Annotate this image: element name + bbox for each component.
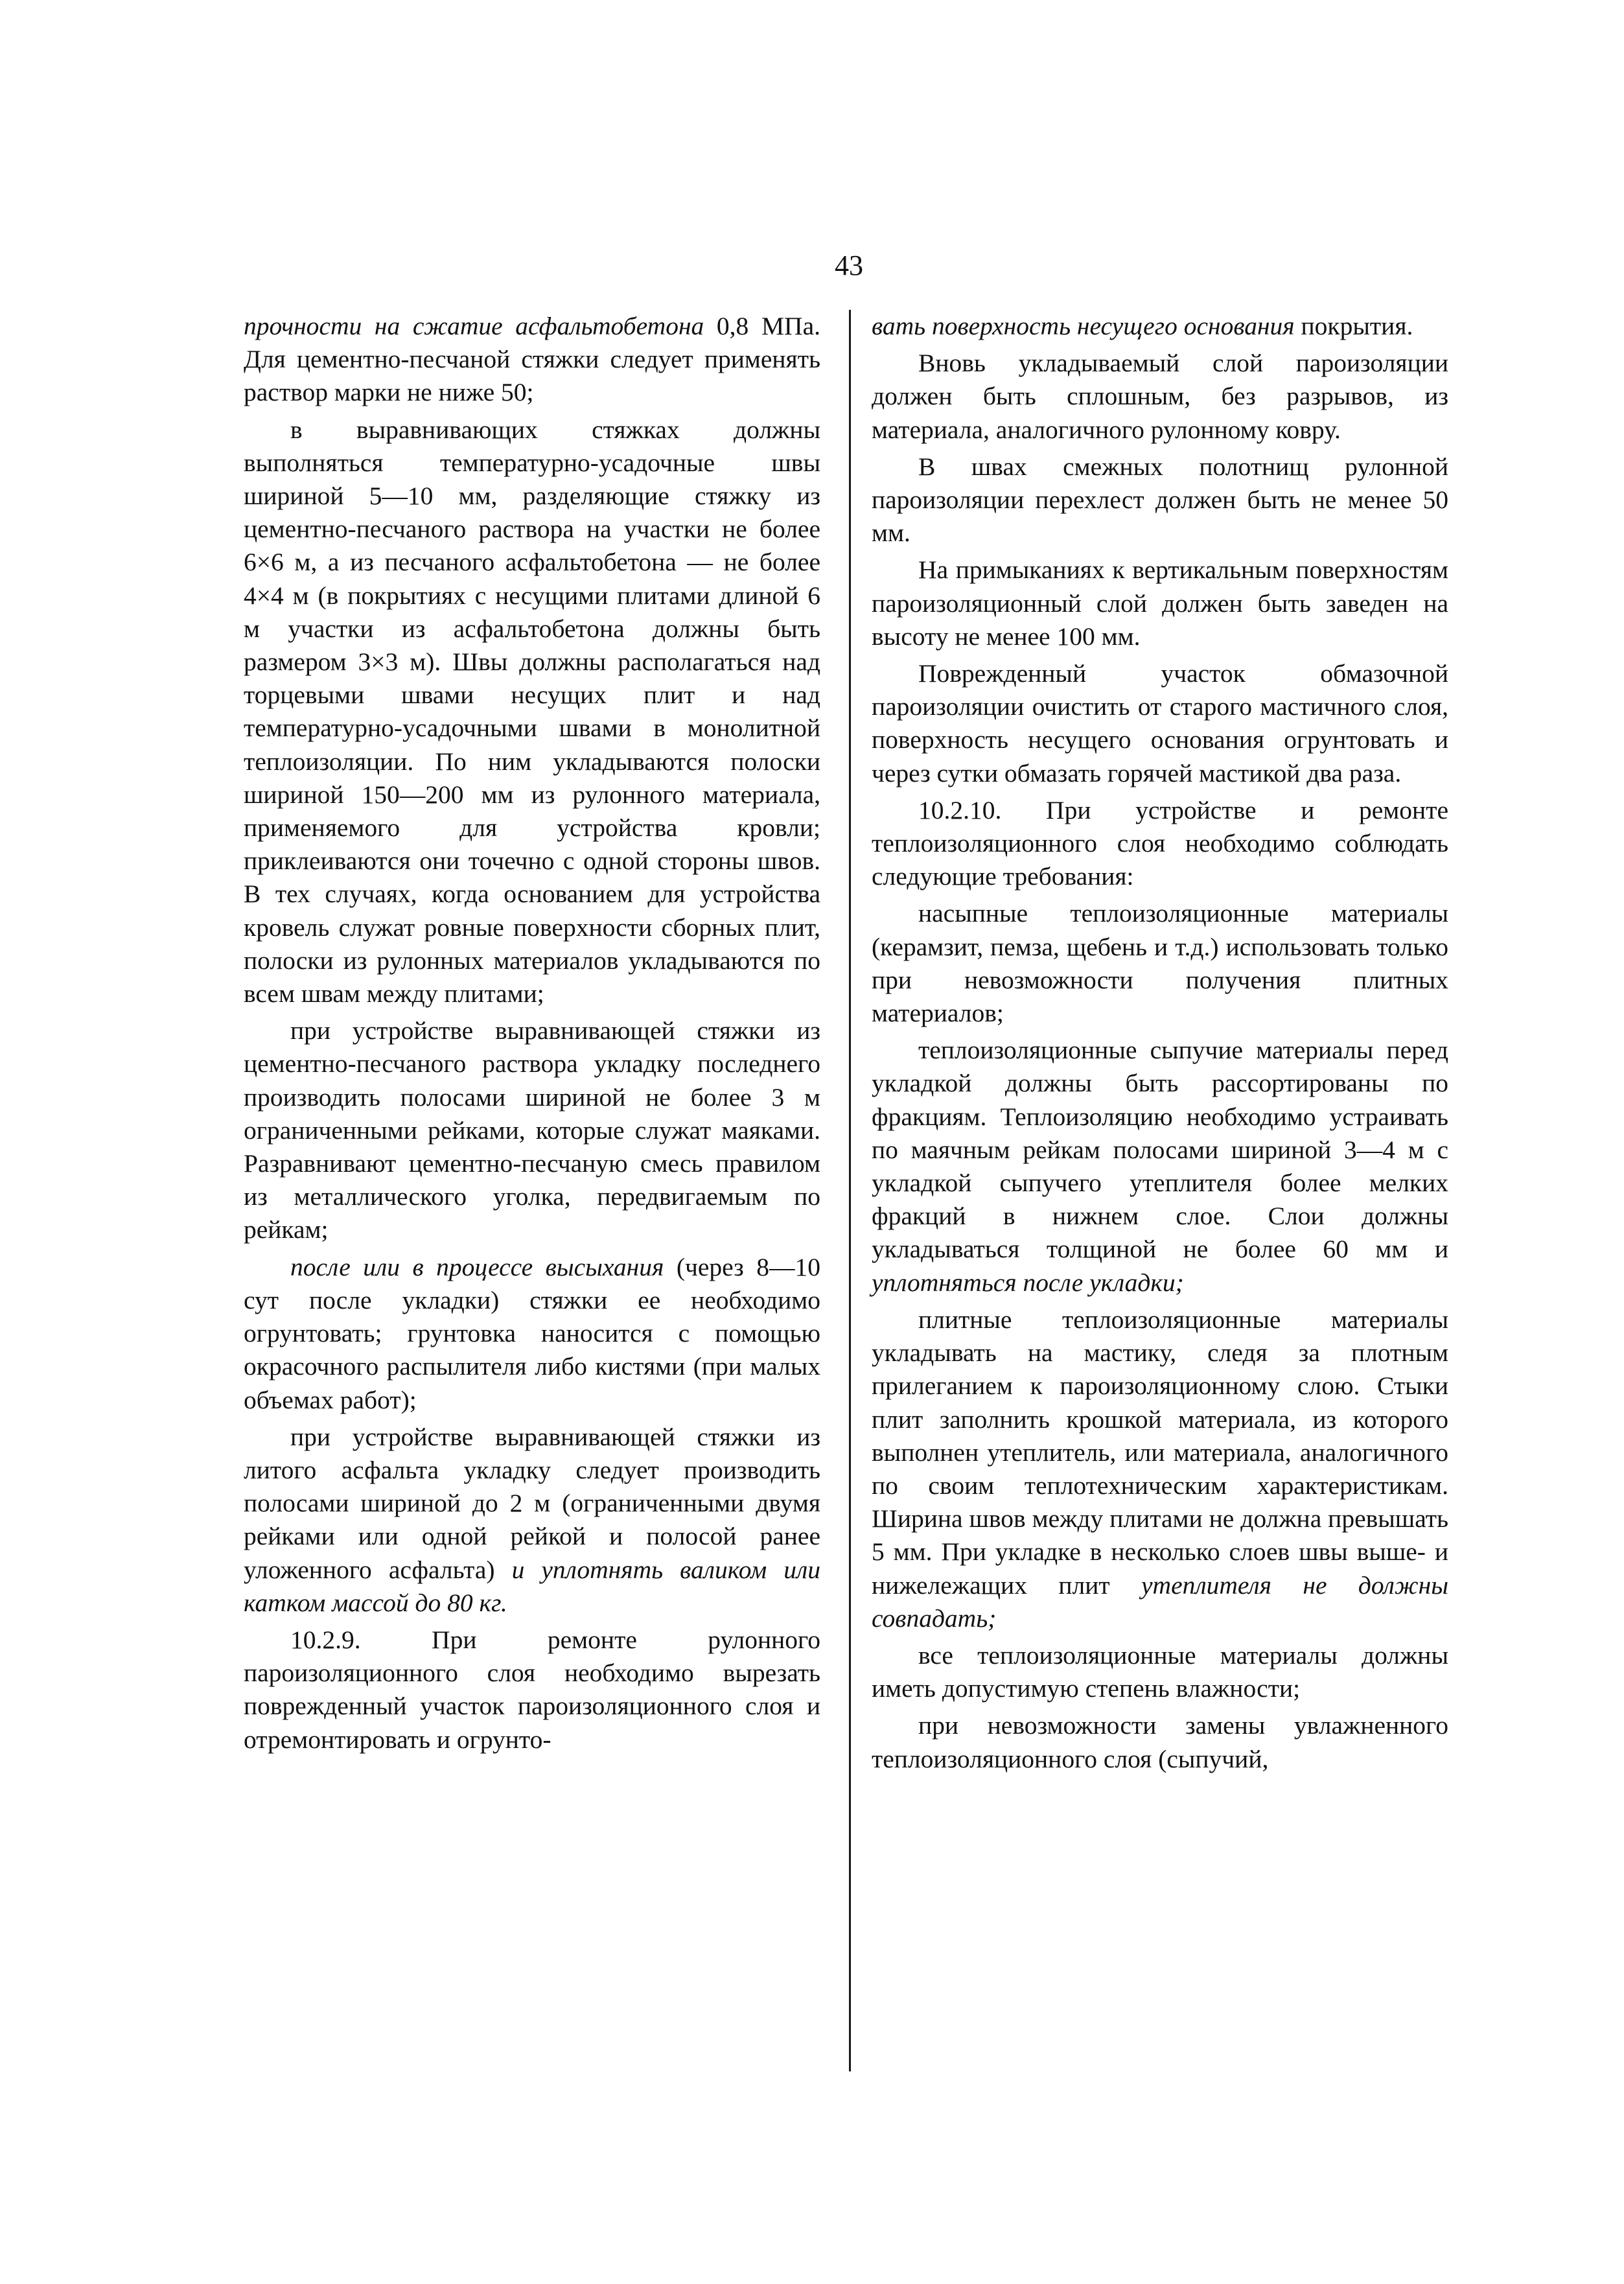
column-divider [849, 310, 851, 2071]
paragraph: Вновь укладываемый слой пароизоляции должен быть сплошным, без разрывов, из материала, аналогичного рулонному ковру. [872, 349, 1448, 444]
paragraph: Поврежденный участок обмазочной пароизоляции очистить от старого мастичного слоя, поверхность несущего основания огрунтовать и через сутки обмазать горячей мастикой два раза. [872, 659, 1448, 787]
paragraph: плитные теплоизоляционные материалы укладывать на мастику, следя за плотным прилеганием к пароизоляционному слою. Стыки плит заполнить крошкой материала, из которого выполнен утеплитель, или материала, аналогичного по своим теплотехническим характеристикам. Ширина швов между плитами не должна превышать 5 мм. При укладке в несколько слоев швы выше- и нижележащих плит утеплителя не должны совпадать; [872, 1305, 1448, 1633]
paragraph: теплоизоляционные сыпучие материалы перед укладкой должны быть рассортированы по фракциям. Теплоизоляцию необходимо устраивать по маячным рейкам полосами шириной 3—4 м с укладкой сыпучего утеплителя более мелких фракций в нижнем слое. Слои должны укладываться толщиной не более 60 мм и уплотняться после укладки; [872, 1036, 1448, 1297]
paragraph: На примыканиях к вертикальным поверхностям пароизоляционный слой должен быть заведен на высоту не менее 100 мм. [872, 555, 1448, 651]
page-number: 43 [835, 250, 863, 281]
paragraph: насыпные теплоизоляционные материалы (керамзит, пемза, щебень и т.д.) использовать только при невозможности получения плитных материалов; [872, 899, 1448, 1028]
paragraph: все теплоизоляционные материалы должны иметь допустимую степень влажности; [872, 1640, 1448, 1703]
paragraph: при устройстве выравнивающей стяжки из литого асфальта укладку следует производить полосами шириной до 2 м (ограниченными двумя рейками или одной рейкой и полосой ранее уложенного асфальта) и уплотнять валиком или катком массой до 80 кг. [244, 1422, 820, 1617]
paragraph: при невозможности замены увлажненного теплоизоляционного слоя (сыпучий, [872, 1711, 1448, 1773]
paragraph: вать поверхность несущего основания покрытия. [872, 312, 1413, 340]
paragraph: при устройстве выравнивающей стяжки из цементно-песчаного раствора укладку последнего производить полосами шириной не более 3 м ограниченными рейками, которые служат маяками. Разравнивают цементно-песчаную смесь правилом из металлического уголка, передвигаемым по рейкам; [244, 1016, 820, 1244]
paragraph: В швах смежных полотнищ рулонной пароизоляции перехлест должен быть не менее 50 мм. [872, 452, 1448, 548]
right-column [872, 310, 1448, 1780]
paragraph: прочности на сжатие асфальтобетона 0,8 МПа. Для цементно-песчаной стяжки следует применять раствор марки не ниже 50; [244, 312, 820, 407]
paragraph: 10.2.10. При устройстве и ремонте теплоизоляционного слоя необходимо соблюдать следующие требования: [872, 795, 1448, 891]
paragraph: в выравнивающих стяжках должны выполняться температурно-усадочные швы шириной 5—10 мм, разделяющие стяжку из цементно-песчаного раствора на участки не более 6×6 м, а из песчаного асфальтобетона — не более 4×4 м (в покрытиях с несущими плитами длиной 6 м участки из асфальтобетона должны быть размером 3×3 м). Швы должны располагаться над торцевыми швами несущих плит и над температурно-усадочными швами в монолитной теплоизоляции. По ним укладываются полоски шириной 150—200 мм из рулонного материала, применяемого для устройства кровли; приклеиваются они точечно с одной стороны швов. В тех случаях, когда основанием для устройства кровель служат ровные поверхности сборных плит, полоски из рулонных материалов укладываются по всем швам между плитами; [244, 415, 820, 1008]
paragraph: после или в процессе высыхания (через 8—10 сут после укладки) стяжки ее необходимо огрунтовать; грунтовка наносится с помощью окрасочного распылителя либо кистями (при малых объемах работ); [244, 1252, 820, 1414]
paragraph: 10.2.9. При ремонте рулонного пароизоляционного слоя необходимо вырезать поврежденный участок пароизоляционного слоя и отремонтировать и огрунто- [244, 1625, 820, 1754]
left-column [244, 310, 820, 1760]
